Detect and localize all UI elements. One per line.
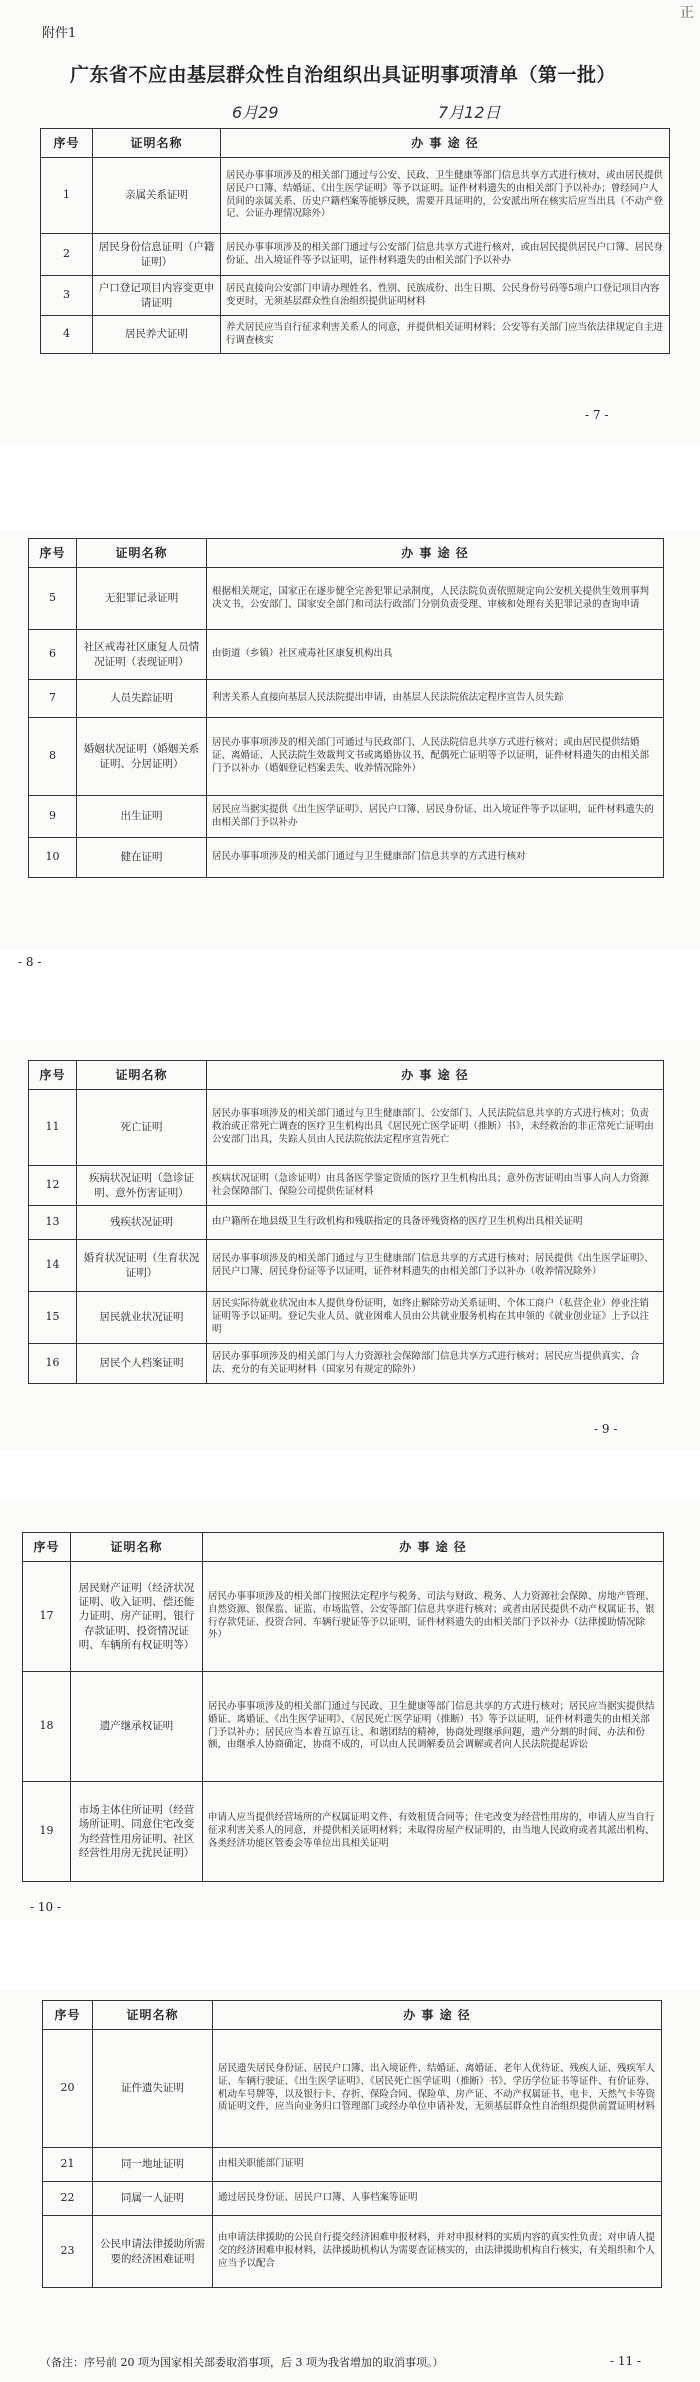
row-num: 23 [43, 2216, 93, 2288]
row-name: 居民就业状况证明 [77, 1292, 207, 1344]
row-name: 婚姻状况证明（婚姻关系证明、分居证明） [77, 718, 207, 796]
row-name: 同属一人证明 [93, 2182, 213, 2216]
row-num: 8 [29, 718, 77, 796]
row-way: 申请人应当提供经营场所的产权属证明文件、有效租赁合同等；住宅改变为经营性用房的，申请人应当自行征求利害关系人的同意，并提供相关证明材料；未取得房屋产权证明的，由当地人民政府或者其派出机构、各类经济功能区管委会等单位出具相关证明 [203, 1782, 664, 1882]
header-way: 办 事 途 径 [203, 1533, 664, 1562]
table-page-2 [28, 538, 664, 878]
table-page-5 [42, 2000, 662, 2288]
row-num: 10 [29, 838, 77, 878]
page-number: - 10 - [30, 1900, 62, 1914]
page-number: - 11 - [610, 2354, 642, 2368]
table-row [29, 1240, 664, 1292]
table-row [43, 2030, 662, 2148]
header-name: 证明名称 [93, 2001, 213, 2030]
handwritten-date-left: 6月29 [232, 103, 279, 122]
row-num: 21 [43, 2148, 93, 2182]
header-num: 序号 [29, 1061, 77, 1090]
row-num: 20 [43, 2030, 93, 2148]
row-way: 由户籍所在地县级卫生行政机构和残联指定的具备评残资格的医疗卫生机构出具相关证明 [207, 1206, 664, 1240]
row-name: 居民身份信息证明（户籍证明） [93, 234, 221, 276]
header-num: 序号 [29, 539, 77, 568]
row-name: 遗产继承权证明 [71, 1672, 203, 1782]
table-header-row [29, 1061, 664, 1090]
table-row [23, 1562, 664, 1672]
table-row [43, 2182, 662, 2216]
header-name: 证明名称 [93, 129, 221, 158]
row-name: 人员失踪证明 [77, 680, 207, 718]
row-way: 疾病状况证明（急诊证明）由具备医学鉴定资质的医疗卫生机构出具；意外伤害证明由当事人向人力资源社会保障部门、保险公司提供佐证材料 [207, 1166, 664, 1206]
row-name: 残疾状况证明 [77, 1206, 207, 1240]
row-way: 居民办事事项涉及的相关部门与人力资源社会保障部门信息共享方式进行核对；居民应当提供真实、合法、充分的有关证明材料（国家另有规定的除外） [207, 1344, 664, 1384]
row-name: 市场主体住所证明（经营场所证明、同意住宅改变为经营性用房证明、社区经营性用房无扰民证明） [71, 1782, 203, 1882]
row-num: 12 [29, 1166, 77, 1206]
row-name: 居民个人档案证明 [77, 1344, 207, 1384]
header-way: 办 事 途 径 [207, 1061, 664, 1090]
table-page-1 [40, 128, 670, 354]
table-header-row [41, 129, 670, 158]
table-row [29, 838, 664, 878]
table-row [29, 796, 664, 838]
header-num: 序号 [23, 1533, 71, 1562]
row-name: 户口登记项目内容变更申请证明 [93, 276, 221, 316]
table-row [29, 568, 664, 630]
row-way: 居民办事事项涉及的相关部门通过与卫生健康部门信息共享的方式进行核对；居民提供《出生医学证明》、居民户口簿、居民身份证等予以证明，证件材料遗失的由相关部门予以补办（收养情况除外） [207, 1240, 664, 1292]
table-row [41, 234, 670, 276]
row-num: 13 [29, 1206, 77, 1240]
row-name: 亲属关系证明 [93, 158, 221, 234]
row-num: 4 [41, 316, 93, 354]
row-way: 由申请法律援助的公民自行提交经济困难申报材料，并对申报材料的实质内容的真实性负责；对申请人提交的经济困难申报材料，法律援助机构认为需要查证核实的，由法律援助机构自行核实，有关组织和个人应当予以配合 [213, 2216, 662, 2288]
header-num: 序号 [43, 2001, 93, 2030]
row-num: 19 [23, 1782, 71, 1882]
page-number: - 9 - [594, 1422, 618, 1436]
table-page-3 [28, 1060, 664, 1384]
row-way: 居民办事事项涉及的相关部门通过与卫生健康部门信息共享的方式进行核对 [207, 838, 664, 878]
row-num: 11 [29, 1090, 77, 1166]
row-way: 根据相关规定，国家正在逐步健全完善犯罪记录制度，人民法院负责依照规定向公安机关提供生效刑事判决文书，公安部门、国家安全部门和司法行政部门分别负责受理、审核和处理有关犯罪记录的查询申请 [207, 568, 664, 630]
table-row [29, 1090, 664, 1166]
row-num: 15 [29, 1292, 77, 1344]
row-way: 居民办事事项涉及的相关部门按照法定程序与税务、司法与财政、税务、人力资源社会保障、房地产管理、自然资源、银保监、证监、市场监管、公安等部门信息共享进行核对；或者由居民提供不动产权属证书、银行存款凭证、投资合同、车辆行驶证等予以证明，证件材料遗失的由相关部门予以补办（法律援助情况除外） [203, 1562, 664, 1672]
row-num: 17 [23, 1562, 71, 1672]
row-way: 居民办事事项涉及的相关部门通过与卫生健康部门、公安部门、人民法院信息共享的方式进行核对；负责救治或正常死亡调查的医疗卫生机构出具《居民死亡医学证明（推断）书》，未经救治的非正常死亡证明由公安部门出具，失踪人员由人民法院依法定程序宣告死亡 [207, 1090, 664, 1166]
header-way: 办 事 途 径 [221, 129, 670, 158]
row-name: 社区戒毒社区康复人员情况证明（表现证明） [77, 630, 207, 680]
table-header-row [23, 1533, 664, 1562]
footnote: （备注：序号前 20 项为国家相关部委取消事项，后 3 项为我省增加的取消事项。） [40, 2356, 444, 2369]
table-page-4 [22, 1532, 664, 1882]
row-way: 由相关职能部门证明 [213, 2148, 662, 2182]
attachment-label: 附件1 [42, 26, 77, 41]
row-name: 证件遗失证明 [93, 2030, 213, 2148]
row-way: 居民办事事项涉及的相关部门通过与公安部门信息共享方式进行核对，或由居民提供居民户口簿、居民身份证、出入境证件等予以证明，证件材料遗失的由相关部门予以补办 [221, 234, 670, 276]
row-num: 2 [41, 234, 93, 276]
row-way: 居民办事事项涉及的相关部门可通过与民政部门、人民法院信息共享方式进行核对；或由居民提供结婚证、离婚证、人民法院生效裁判文书或离婚协议书、配偶死亡证明等予以证明，证件材料遗失的由相关部门予以补办（婚姻登记档案丢失、收养情况除外） [207, 718, 664, 796]
row-name: 婚育状况证明（生育状况证明） [77, 1240, 207, 1292]
table-row [29, 630, 664, 680]
table-row [41, 158, 670, 234]
handwritten-date-right: 7月12日 [438, 103, 501, 122]
edge-mark: 正 [680, 5, 694, 21]
row-way: 居民实际待就业状况由本人提供身份证明，如终止解除劳动关系证明、个体工商户（私营企业）停业注销证明等予以证明。登记失业人员、就业困难人员由公共就业服务机构在其申领的《就业创业证》上予以注明 [207, 1292, 664, 1344]
table-row [29, 1344, 664, 1384]
header-way: 办 事 途 径 [213, 2001, 662, 2030]
row-name: 居民财产证明（经济状况证明、收入证明、偿还能力证明、房产证明、银行存款证明、投资情况证明、车辆所有权证明等） [71, 1562, 203, 1672]
table-row [43, 2148, 662, 2182]
row-way: 养犬居民应当自行征求利害关系人的同意，并提供相关证明材料；公安等有关部门应当依法律规定自主进行调查核实 [221, 316, 670, 354]
row-way: 居民遗失居民身份证、居民户口簿、出入境证件、结婚证、离婚证、老年人优待证、残疾人证、残疾军人证、车辆行驶证、《出生医学证明》、《居民死亡医学证明（推断）书》、学历学位证书等证件、有价证券、机动车号牌等，以及银行卡、存折、保险合同、保险单、房产证、不动产权属证书、电卡、天然气卡等资质证明文件，应当向业务归口管理部门或经办单位申请补发，无须基层群众性自治组织提供前置证明材料 [213, 2030, 662, 2148]
table-row [29, 718, 664, 796]
table-header-row [43, 2001, 662, 2030]
table-row [41, 316, 670, 354]
row-name: 无犯罪记录证明 [77, 568, 207, 630]
row-way: 居民办事事项涉及的相关部门通过与公安、民政、卫生健康等部门信息共享方式进行核对，或由居民提供居民户口簿、结婚证、《出生医学证明》等予以证明。证件材料遗失的由相关部门予以补办；曾经同户人员间的亲属关系、历史户籍档案等能够反映，需要开具证明的，公安派出所在核实后应当出具（不动产登记、公证办理情况除外） [221, 158, 670, 234]
row-way: 居民应当据实提供《出生医学证明》、居民户口簿、居民身份证、出入境证件等予以证明，证件材料遗失的由相关部门予以补办 [207, 796, 664, 838]
row-num: 1 [41, 158, 93, 234]
row-name: 公民申请法律援助所需要的经济困难证明 [93, 2216, 213, 2288]
row-way: 通过居民身份证、居民户口簿、人事档案等证明 [213, 2182, 662, 2216]
table-row [29, 1166, 664, 1206]
header-name: 证明名称 [77, 539, 207, 568]
header-name: 证明名称 [71, 1533, 203, 1562]
table-row [23, 1672, 664, 1782]
row-name: 居民养犬证明 [93, 316, 221, 354]
row-num: 16 [29, 1344, 77, 1384]
row-name: 疾病状况证明（急诊证明、意外伤害证明） [77, 1166, 207, 1206]
page-number: - 8 - [18, 955, 42, 969]
row-num: 7 [29, 680, 77, 718]
row-num: 5 [29, 568, 77, 630]
row-num: 3 [41, 276, 93, 316]
table-row [23, 1782, 664, 1882]
table-row [41, 276, 670, 316]
row-num: 18 [23, 1672, 71, 1782]
row-way: 居民办事事项涉及的相关部门通过与民政、卫生健康等部门信息共享的方式进行核对；居民应当据实提供结婚证、离婚证、《出生医学证明》、《居民死亡医学证明（推断）书》等予以证明，证件材料遗失的由相关部门予以补办；居民应当本着互谅互让、和谐团结的精神，协商处理继承问题，遗产分割的时间、办法和份额，由继承人协商确定，协商不成的，可以由人民调解委员会调解或者向人民法院提起诉讼 [203, 1672, 664, 1782]
row-name: 出生证明 [77, 796, 207, 838]
table-header-row [29, 539, 664, 568]
page-number: - 7 - [585, 408, 609, 422]
header-way: 办 事 途 径 [207, 539, 664, 568]
header-num: 序号 [41, 129, 93, 158]
table-row [29, 680, 664, 718]
row-name: 健在证明 [77, 838, 207, 878]
table-row [29, 1206, 664, 1240]
header-name: 证明名称 [77, 1061, 207, 1090]
row-way: 居民直接向公安部门申请办理姓名、性别、民族成份、出生日期、公民身份号码等5项户口登记项目内容变更时，无须基层群众性自治组织提供证明材料 [221, 276, 670, 316]
row-num: 6 [29, 630, 77, 680]
row-way: 利害关系人直接向基层人民法院提出申请，由基层人民法院依法定程序宣告人员失踪 [207, 680, 664, 718]
row-num: 22 [43, 2182, 93, 2216]
document-title: 广东省不应由基层群众性自治组织出具证明事项清单（第一批） [70, 64, 617, 86]
row-name: 死亡证明 [77, 1090, 207, 1166]
row-num: 14 [29, 1240, 77, 1292]
row-way: 由街道（乡镇）社区戒毒社区康复机构出具 [207, 630, 664, 680]
table-row [29, 1292, 664, 1344]
row-num: 9 [29, 796, 77, 838]
table-row [43, 2216, 662, 2288]
row-name: 同一地址证明 [93, 2148, 213, 2182]
